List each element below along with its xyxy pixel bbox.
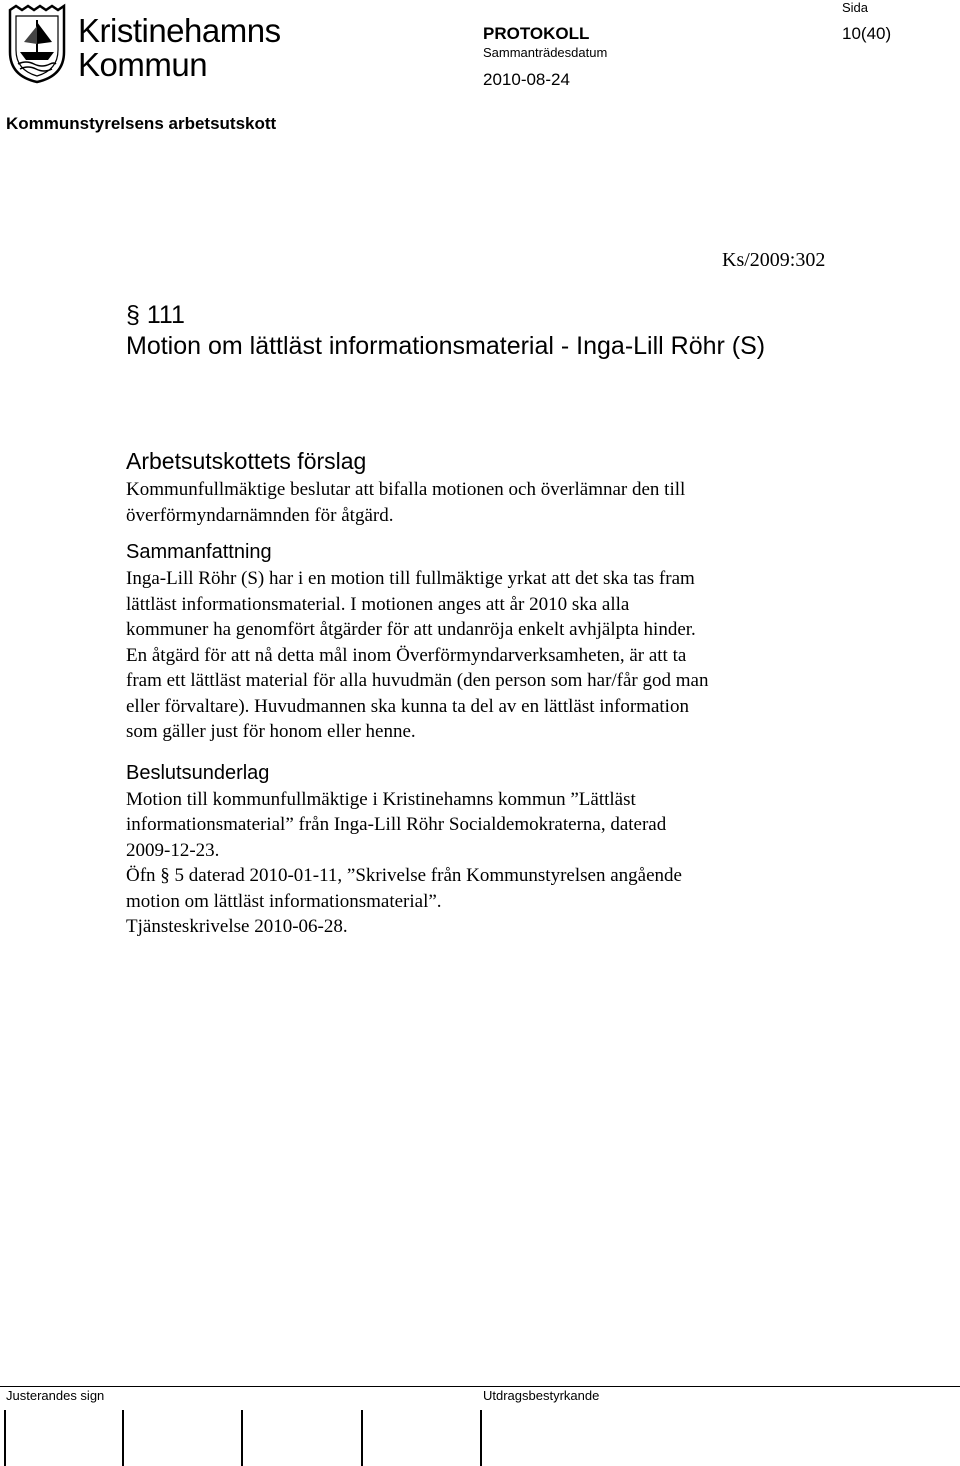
document-body [126, 446, 826, 940]
summary-heading: Sammanfattning [126, 541, 272, 563]
basis-item: Tjänsteskrivelse 2010-06-28. [126, 916, 348, 937]
section-title: Motion om lättläst informationsmaterial - Inga-Lill Röhr (S) [126, 332, 766, 360]
document-type: PROTOKOLL [483, 24, 590, 43]
sign-label: Justerandes sign [6, 1388, 105, 1403]
proposal-text: Kommunfullmäktige beslutar att bifalla motionen och överlämnar den till överförmyndarnämnden för åtgärd. [126, 479, 686, 526]
sign-box-divider [241, 1410, 243, 1466]
summary-text: Inga-Lill Röhr (S) har i en motion till fullmäktige yrkat att det ska tas fram lättläst informationsmaterial. I motionen anges att år 2010 ska alla kommuner ha genomfört åtgärder för att undanröja enkelt avhjälpta hinder. En åtgärd för att nå detta mål inom Överförmyndarverksamheten, är att ta fram ett lättläst material för alla huvudmän (den person som har/får god man eller förvaltare). Huvudmannen ska kunna ta del av en lättläst information som gäller just för honom eller henne. [126, 568, 709, 742]
proposal-heading: Arbetsutskottets förslag [126, 448, 367, 474]
sign-box-divider [4, 1410, 6, 1466]
sign-box-divider [361, 1410, 363, 1466]
footer-divider [0, 1386, 960, 1387]
case-number: Ks/2009:302 [722, 249, 826, 271]
basis-heading: Beslutsunderlag [126, 761, 270, 784]
meeting-date-label: Sammanträdesdatum [483, 45, 608, 60]
extract-label: Utdragsbestyrkande [483, 1388, 600, 1403]
board-name: Kommunstyrelsens arbetsutskott [6, 114, 277, 133]
logo-text-line1: Kristinehamns [78, 12, 281, 49]
municipality-logo [6, 2, 281, 86]
basis-item: Öfn § 5 daterad 2010-01-11, ”Skrivelse från Kommunstyrelsen angående motion om lättläst informationsmaterial”. [126, 865, 682, 912]
section-number: § 111 [126, 301, 185, 329]
logo-text-line2: Kommun [78, 46, 208, 83]
page-label: Sida [842, 0, 869, 15]
page-number: 10(40) [842, 24, 892, 43]
meeting-date: 2010-08-24 [483, 70, 570, 89]
sign-box-divider [480, 1410, 482, 1466]
basis-item: Motion till kommunfullmäktige i Kristinehamns kommun ”Lättläst informationsmaterial” från Inga-Lill Röhr Socialdemokraterna, daterad 2009-12-23. [126, 788, 667, 861]
coat-of-arms-icon [6, 2, 68, 84]
sign-box-divider [122, 1410, 124, 1466]
section-heading [126, 300, 826, 362]
